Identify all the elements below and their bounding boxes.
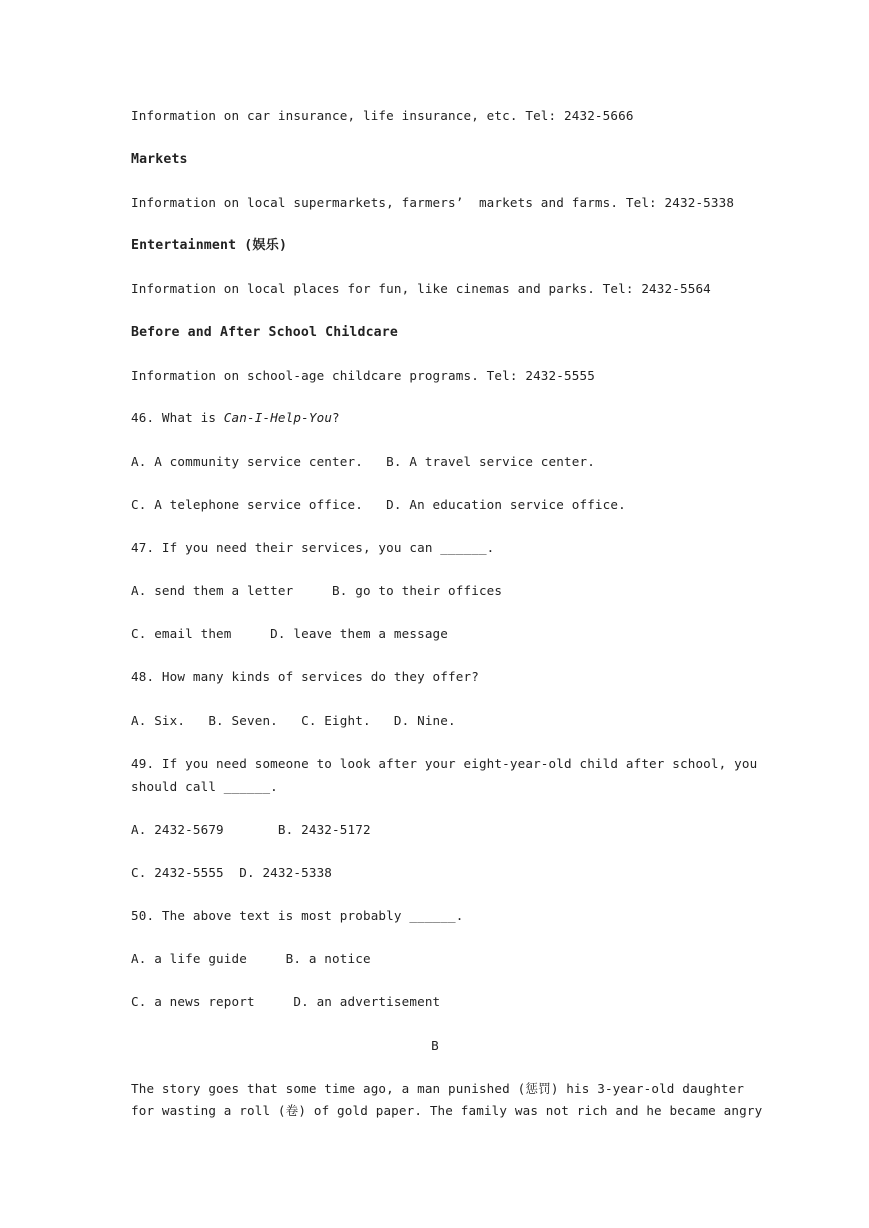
question-50-options-ab: A. a life guide B. a notice [131, 951, 371, 966]
question-48-options: A. Six. B. Seven. C. Eight. D. Nine. [131, 713, 456, 728]
question-47-options-cd: C. email them D. leave them a message [131, 626, 449, 641]
question-49-stem-line2: should call ______. [131, 779, 278, 794]
childcare-heading: Before and After School Childcare [131, 325, 398, 340]
question-48-stem: 48. How many kinds of services do they offer? [131, 669, 479, 684]
question-49-stem-line1: 49. If you need someone to look after your eight-year-old child after school, you [131, 756, 758, 771]
insurance-info: Information on car insurance, life insurance, etc. Tel: 2432-5666 [131, 108, 634, 123]
question-50-stem: 50. The above text is most probably ______. [131, 908, 464, 923]
question-49-options-ab: A. 2432-5679 B. 2432-5172 [131, 822, 371, 837]
passage-b-label: B [431, 1038, 439, 1053]
markets-info: Information on local supermarkets, farmers’ markets and farms. Tel: 2432-5338 [131, 195, 735, 210]
question-47-stem: 47. If you need their services, you can ______. [131, 540, 495, 555]
entertainment-info: Information on local places for fun, like cinemas and parks. Tel: 2432-5564 [131, 281, 711, 296]
entertainment-heading: Entertainment (娱乐) [131, 238, 288, 253]
childcare-info: Information on school-age childcare programs. Tel: 2432-5555 [131, 368, 595, 383]
question-46-stem [131, 410, 340, 426]
q46-suffix: ? [332, 410, 340, 425]
q46-italic-name: Can-I-Help-You [223, 410, 333, 425]
q46-prefix: 46. What is [131, 410, 224, 425]
question-49-options-cd: C. 2432-5555 D. 2432-5338 [131, 865, 333, 880]
passage-b-line2: for wasting a roll (卷) of gold paper. The family was not rich and he became angry [131, 1103, 763, 1118]
question-46-options-cd: C. A telephone service office. D. An education service office. [131, 497, 626, 512]
question-46-options-ab: A. A community service center. B. A travel service center. [131, 454, 595, 469]
markets-heading: Markets [131, 152, 188, 167]
question-47-options-ab: A. send them a letter B. go to their offices [131, 583, 503, 598]
passage-b-line1: The story goes that some time ago, a man punished (惩罚) his 3-year-old daughter [131, 1081, 745, 1096]
question-50-options-cd: C. a news report D. an advertisement [131, 994, 441, 1009]
